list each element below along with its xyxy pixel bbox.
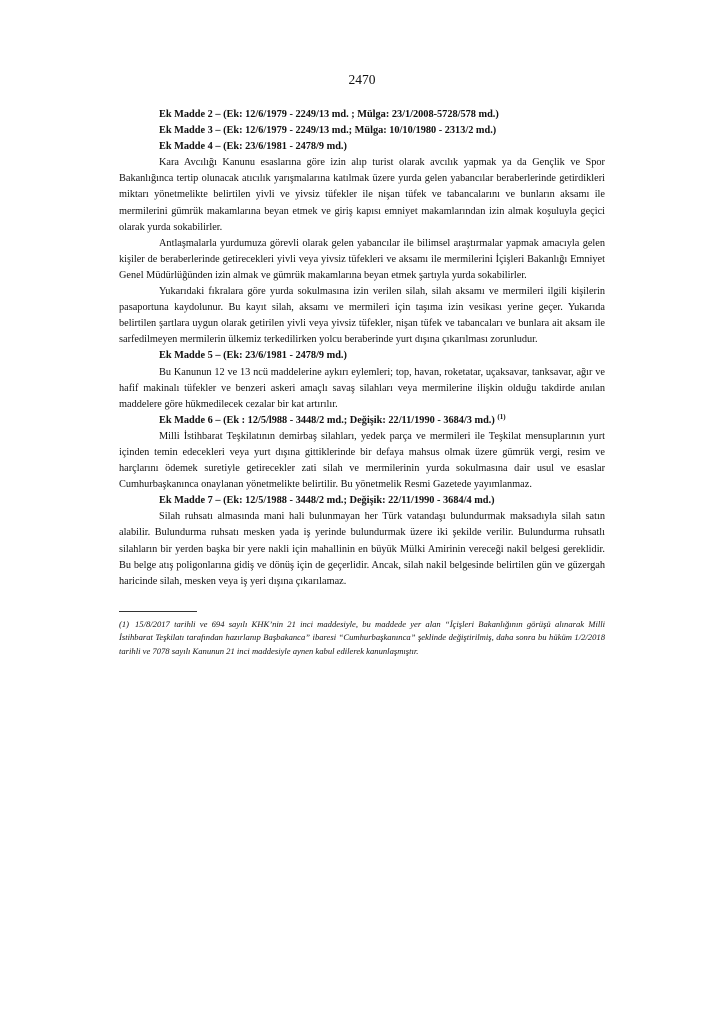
footnote-reference[interactable]: (1) — [497, 412, 506, 421]
article-heading-ek-madde-2: Ek Madde 2 – (Ek: 12/6/1979 - 2249/13 md. ; Mülga: 23/1/2008-5728/578 md.) — [159, 109, 499, 120]
law-text-body — [119, 107, 605, 590]
article-4-paragraph-1: Kara Avcılığı Kanunu esaslarına göre izin alıp turist olarak avcılık yapmak ya da Gençlik ve Spor Bakanlığınca tertip olunacak atıcılık yarışmalarına katılmak üzere yurda gelen yabancılar beraberlerinde getirdikleri miktarı yönetmelikte belirtilen yivli ve yivsiz tüfekler ile nişan tüfek ve tabancalarını ve bunların aksamı ile mermilerini gümrük makamlarına beyan etmek ve giriş kapısı emniyet makamlarından izin almak koşuluyla geçici olarak yurda sokabilirler. — [119, 157, 605, 233]
article-4-paragraph-3: Yukarıdaki fıkralara göre yurda sokulmasına izin verilen silah, silah aksamı ve mermileri ilgili kişilerin pasaportuna kaydolunur. Bu kayıt silah, aksamı ve mermileri için taşıma izin vesikası yerine geçer. Yukarıda belirtilen şartlara uygun olarak getirilen yivli veya yivsiz tüfekler, nişan tüfek ve tabancaları ve bunlara ait aksam ile sarfedilmeyen mermilerin ülkemiz terkedilirken yolcu beraberinde yurt dışına çıkarılması zorunludur. — [119, 286, 605, 346]
footnote-separator — [119, 611, 197, 612]
article-6-paragraph-1: Milli İstihbarat Teşkilatının demirbaş silahları, yedek parça ve mermileri ile Teşkilat mensuplarının yurt içinden temin edecekleri veya yurt dışına gittiklerinde bir defaya mahsus olmak üzere gümrük vergi, resim ve harçlarını ödemek suretiyle getirecekler zati silah ve mermilerinin yurda sokulmasına dair usul ve esaslar Cumhurbaşkanınca onaylanan yönetmelikte belirtilir. Bu yönetmelik Resmi Gazetede yayımlanmaz. — [119, 430, 605, 491]
article-heading-ek-madde-6-text: Ek Madde 6 – (Ek : 12/5/l988 - 3448/2 md.; Değişik: 22/11/1990 - 3684/3 md.) — [159, 414, 495, 426]
footnote — [119, 618, 605, 658]
article-heading-ek-madde-3: Ek Madde 3 – (Ek: 12/6/1979 - 2249/13 md.; Mülga: 10/10/1980 - 2313/2 md.) — [159, 125, 497, 137]
footnote-text: 15/8/2017 tarihli ve 694 sayılı KHK’nin 21 inci maddesiyle, bu maddede yer alan “İçişleri Bakanlığının görüşü alınarak Milli İstihbarat Teşkilatı tarafından hazırlanıp Başbakanca” ibaresi “Cumhurbaşkanınca” şeklinde değiştirilmiş, daha sonra bu hüküm 1/2/2018 tarihli ve 7078 sayılı Kanunun 21 inci maddesiyle aynen kabul edilerek kanunlaşmıştır. — [119, 619, 605, 656]
page-number: 2470 — [348, 72, 376, 87]
article-5-paragraph-1: Bu Kanunun 12 ve 13 ncü maddelerine aykırı eylemleri; top, havan, roketatar, uçaksavar, tanksavar, ağır ve hafif makinalı tüfekler ve benzeri askeri amaçlı savaş silahları veya mermilerine ilişkin olduğu takdirde anılan maddelere göre hükmedilecek cezalar bir kat artırılır. — [119, 366, 605, 410]
article-heading-ek-madde-4: Ek Madde 4 – (Ek: 23/6/1981 - 2478/9 md.) — [159, 141, 347, 153]
article-7-paragraph-1: Silah ruhsatı almasında mani hali bulunmayan her Türk vatandaşı bulundurmak maksadıyla silah satın alabilir. Bulundurma ruhsatı mesken yada iş yerinde bulundurmak üzere iki şekilde verilir. Bulundurma ruhsatlı silahların bir yerden başka bir yere nakli için mahallinin en büyük Mülki Amirinin vereceği nakil belgesi gereklidir. Bu belge atış poligonlarına gidiş ve dönüş için de geçerlidir. Ancak, silah nakil belgesinde belirtilen gün ve güzergah haricinde silah, mesken veya iş yeri dışına çıkarılamaz. — [119, 511, 605, 587]
article-heading-ek-madde-6 — [119, 413, 605, 429]
article-heading-ek-madde-7: Ek Madde 7 – (Ek: 12/5/1988 - 3448/2 md.; Değişik: 22/11/1990 - 3684/4 md.) — [159, 495, 495, 507]
article-4-paragraph-2: Antlaşmalarla yurdumuza görevli olarak gelen yabancılar ile bilimsel araştırmalar yapmak amacıyla gelen kişiler de beraberlerinde getirecekleri yivli veya yivsiz tüfekleri ve aksamı ile mermilerini İçişleri Bakanlığı Emniyet Genel Müdürlüğünden izin almak ve gümrük makamlarına beyan etmek şartıyla yurda sokabilirler. — [119, 237, 605, 281]
article-heading-ek-madde-5: Ek Madde 5 – (Ek: 23/6/1981 - 2478/9 md.) — [159, 350, 347, 362]
footnote-marker: (1) — [119, 619, 130, 629]
